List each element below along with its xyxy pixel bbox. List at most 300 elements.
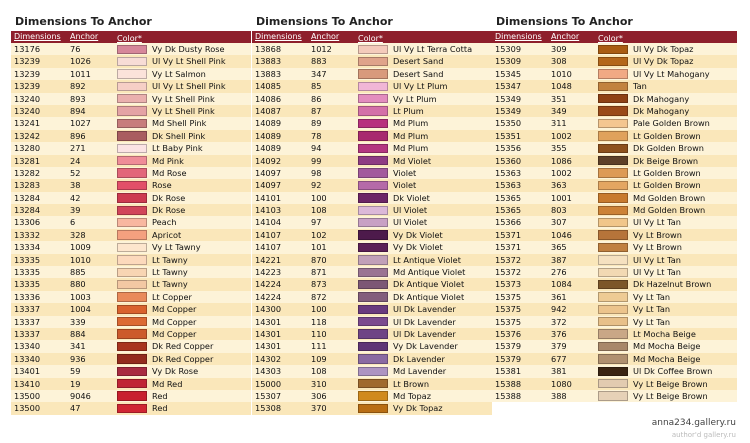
color-name: Vy Lt Beige Brown xyxy=(633,390,708,401)
dimensions-number: 15360 xyxy=(495,155,522,166)
table-row xyxy=(492,204,737,216)
header-color[interactable]: Color* xyxy=(358,33,383,43)
color-swatch xyxy=(358,280,388,289)
dimensions-number: 15388 xyxy=(495,390,522,401)
table-row xyxy=(252,93,492,105)
color-name: Dk Antique Violet xyxy=(393,279,465,290)
color-swatch-cell xyxy=(595,68,631,80)
anchor-number: 388 xyxy=(551,390,567,401)
color-swatch xyxy=(358,268,388,277)
color-name: Md Copper xyxy=(152,316,197,327)
dimensions-number: 13336 xyxy=(14,291,41,302)
dimensions-number: 13883 xyxy=(255,68,282,79)
color-swatch xyxy=(117,69,147,78)
table-row xyxy=(492,328,737,340)
color-name: Ul Violet xyxy=(393,205,428,216)
anchor-number: 309 xyxy=(551,44,567,54)
anchor-number: 1003 xyxy=(70,291,91,302)
color-swatch-cell xyxy=(595,229,631,241)
dimensions-number: 15363 xyxy=(495,167,522,178)
color-swatch xyxy=(117,206,147,215)
anchor-number: 361 xyxy=(551,291,567,302)
table-row xyxy=(11,192,251,204)
color-swatch xyxy=(117,218,147,227)
table-row xyxy=(11,316,251,328)
dimensions-number: 15309 xyxy=(495,44,522,54)
table-row xyxy=(492,43,737,55)
dimensions-number: 15000 xyxy=(255,378,282,389)
dimensions-number: 14224 xyxy=(255,291,282,302)
color-swatch xyxy=(598,156,628,165)
table-row xyxy=(492,353,737,365)
color-swatch xyxy=(358,69,388,78)
dimensions-number: 15371 xyxy=(495,242,522,253)
color-swatch xyxy=(598,181,628,190)
dimensions-number: 15365 xyxy=(495,192,522,203)
color-swatch-cell xyxy=(114,291,150,303)
anchor-number: 376 xyxy=(551,328,567,339)
color-name: Md Red xyxy=(152,378,183,389)
color-name: Md Violet xyxy=(393,155,432,166)
color-name: Vy Lt Plum xyxy=(393,93,437,104)
header-color[interactable]: Color* xyxy=(598,33,623,43)
header-dimensions[interactable]: Dimensions xyxy=(255,32,302,41)
table-row xyxy=(252,55,492,67)
color-name: Red xyxy=(152,390,168,401)
table-row xyxy=(492,340,737,352)
dimensions-number: 14104 xyxy=(255,217,282,228)
anchor-number: 59 xyxy=(70,366,81,377)
table-row xyxy=(11,229,251,241)
anchor-number: 1026 xyxy=(70,56,91,67)
table-row xyxy=(492,229,737,241)
color-swatch-cell xyxy=(355,155,391,167)
color-swatch-cell xyxy=(595,353,631,365)
dimensions-number: 14301 xyxy=(255,316,282,327)
anchor-number: 306 xyxy=(311,390,327,401)
dimensions-number: 15349 xyxy=(495,105,522,116)
dimensions-number: 13239 xyxy=(14,68,41,79)
color-name: Vy Lt Brown xyxy=(633,242,682,253)
color-name: Violet xyxy=(393,180,417,191)
color-swatch xyxy=(358,342,388,351)
color-swatch-cell xyxy=(595,340,631,352)
color-swatch xyxy=(358,230,388,239)
table-row xyxy=(492,105,737,117)
color-swatch-cell xyxy=(355,328,391,340)
anchor-number: 355 xyxy=(551,143,567,154)
anchor-number: 339 xyxy=(70,316,86,327)
color-swatch xyxy=(598,367,628,376)
dimensions-number: 14086 xyxy=(255,93,282,104)
dimensions-number: 15308 xyxy=(255,403,282,414)
dimensions-number: 13283 xyxy=(14,180,41,191)
dimensions-number: 15379 xyxy=(495,353,522,364)
color-swatch-cell xyxy=(355,117,391,129)
color-swatch-cell xyxy=(355,241,391,253)
color-name: Lt Tawny xyxy=(152,267,188,278)
table-row xyxy=(11,155,251,167)
color-name: Vy Lt Shell Pink xyxy=(152,105,215,116)
anchor-number: 97 xyxy=(311,217,322,228)
anchor-number: 381 xyxy=(551,366,567,377)
color-swatch xyxy=(117,329,147,338)
color-name: Vy Dk Violet xyxy=(393,242,443,253)
table-row xyxy=(492,378,737,390)
dimensions-number: 13281 xyxy=(14,155,41,166)
color-swatch-cell xyxy=(114,55,150,67)
color-swatch-cell xyxy=(595,179,631,191)
color-name: Dk Mahogany xyxy=(633,93,690,104)
dimensions-number: 15372 xyxy=(495,267,522,278)
color-swatch-cell xyxy=(355,390,391,402)
color-swatch-cell xyxy=(114,328,150,340)
header-dimensions[interactable]: Dimensions xyxy=(14,32,61,41)
color-name: Ul Dk Lavender xyxy=(393,316,456,327)
color-swatch xyxy=(598,255,628,264)
color-swatch-cell xyxy=(355,340,391,352)
color-name: Dk Golden Brown xyxy=(633,143,705,154)
color-swatch xyxy=(117,230,147,239)
table-row xyxy=(11,167,251,179)
color-swatch xyxy=(358,379,388,388)
table-row xyxy=(11,278,251,290)
color-swatch xyxy=(117,106,147,115)
color-name: Vy Lt Tan xyxy=(633,316,671,327)
color-swatch xyxy=(117,243,147,252)
color-swatch xyxy=(117,292,147,301)
dimensions-number: 15345 xyxy=(495,68,522,79)
color-swatch-cell xyxy=(595,365,631,377)
table-row xyxy=(252,142,492,154)
dimensions-number: 14224 xyxy=(255,279,282,290)
anchor-number: 372 xyxy=(551,316,567,327)
dimensions-number: 14300 xyxy=(255,304,282,315)
color-name: Ul Vy Dk Topaz xyxy=(633,56,694,67)
dimensions-number: 15363 xyxy=(495,180,522,191)
anchor-number: 379 xyxy=(551,341,567,352)
table-row xyxy=(252,353,492,365)
color-swatch xyxy=(598,243,628,252)
anchor-number: 78 xyxy=(311,130,322,141)
table-row xyxy=(252,105,492,117)
dimensions-number: 14221 xyxy=(255,254,282,265)
color-swatch xyxy=(117,181,147,190)
table-row xyxy=(252,167,492,179)
anchor-number: 871 xyxy=(311,267,327,278)
dimensions-number: 15372 xyxy=(495,254,522,265)
conversion-table-3 xyxy=(492,13,737,402)
header-anchor[interactable]: Anchor xyxy=(70,32,99,41)
dimensions-number: 13340 xyxy=(14,341,41,352)
color-swatch xyxy=(358,218,388,227)
color-swatch-cell xyxy=(595,303,631,315)
dimensions-number: 14087 xyxy=(255,105,282,116)
anchor-number: 363 xyxy=(551,180,567,191)
anchor-number: 47 xyxy=(70,403,81,414)
table-row xyxy=(492,365,737,377)
color-name: Lt Copper xyxy=(152,291,192,302)
header-dimensions[interactable]: Dimensions xyxy=(495,32,542,41)
color-swatch xyxy=(598,106,628,115)
color-swatch xyxy=(117,82,147,91)
dimensions-number: 15388 xyxy=(495,378,522,389)
header-anchor[interactable]: Anchor xyxy=(311,32,340,41)
color-swatch-cell xyxy=(114,130,150,142)
color-swatch-cell xyxy=(114,365,150,377)
color-swatch xyxy=(358,57,388,66)
table-row xyxy=(492,266,737,278)
color-swatch xyxy=(358,367,388,376)
color-swatch-cell xyxy=(595,241,631,253)
dimensions-number: 14097 xyxy=(255,167,282,178)
color-swatch-cell xyxy=(114,402,150,414)
dimensions-number: 15376 xyxy=(495,328,522,339)
color-swatch xyxy=(358,45,388,54)
dimensions-number: 15347 xyxy=(495,81,522,92)
color-swatch-cell xyxy=(114,353,150,365)
color-name: Md Copper xyxy=(152,328,197,339)
anchor-number: 1004 xyxy=(70,304,91,315)
color-swatch-cell xyxy=(595,291,631,303)
dimensions-number: 15365 xyxy=(495,205,522,216)
color-swatch xyxy=(598,268,628,277)
color-swatch-cell xyxy=(114,142,150,154)
color-swatch xyxy=(358,206,388,215)
color-swatch-cell xyxy=(595,378,631,390)
anchor-number: 99 xyxy=(311,155,322,166)
color-name: Vy Lt Shell Pink xyxy=(152,93,215,104)
anchor-number: 101 xyxy=(311,242,327,253)
table-row xyxy=(492,316,737,328)
table-row xyxy=(11,266,251,278)
color-name: Vy Dk Topaz xyxy=(393,403,443,414)
color-swatch xyxy=(117,144,147,153)
dimensions-number: 13337 xyxy=(14,316,41,327)
color-swatch xyxy=(598,131,628,140)
anchor-number: 1010 xyxy=(551,68,572,79)
anchor-number: 883 xyxy=(311,56,327,67)
anchor-number: 387 xyxy=(551,254,567,265)
color-name: Lt Mocha Beige xyxy=(633,328,696,339)
anchor-number: 110 xyxy=(311,328,327,339)
dimensions-number: 13334 xyxy=(14,242,41,253)
dimensions-number: 14089 xyxy=(255,118,282,129)
table-row xyxy=(252,68,492,80)
color-swatch-cell xyxy=(114,216,150,228)
color-name: Ul Vy Lt Shell Pink xyxy=(152,81,226,92)
color-swatch-cell xyxy=(114,93,150,105)
watermark: anna234.gallery.ru xyxy=(651,418,736,428)
color-name: Dk Beige Brown xyxy=(633,155,699,166)
table-row xyxy=(11,378,251,390)
color-name: Ul Dk Lavender xyxy=(393,328,456,339)
color-swatch-cell xyxy=(114,105,150,117)
table-row xyxy=(492,93,737,105)
dimensions-number: 15307 xyxy=(255,390,282,401)
color-swatch-cell xyxy=(355,179,391,191)
anchor-number: 6 xyxy=(70,217,76,228)
anchor-number: 111 xyxy=(311,341,327,352)
color-swatch xyxy=(598,168,628,177)
color-name: Md Pink xyxy=(152,155,184,166)
color-swatch-cell xyxy=(114,278,150,290)
color-name: Md Golden Brown xyxy=(633,205,706,216)
color-swatch-cell xyxy=(355,55,391,67)
color-swatch xyxy=(117,305,147,314)
color-swatch-cell xyxy=(595,55,631,67)
color-name: Lt Plum xyxy=(393,105,424,116)
anchor-number: 1012 xyxy=(311,44,332,54)
dimensions-number: 13883 xyxy=(255,56,282,67)
table-row xyxy=(252,43,492,55)
table-row xyxy=(252,291,492,303)
color-name: Peach xyxy=(152,217,177,228)
color-swatch xyxy=(358,181,388,190)
table-row xyxy=(252,402,492,414)
table-row xyxy=(252,192,492,204)
anchor-number: 108 xyxy=(311,366,327,377)
table-row xyxy=(252,241,492,253)
dimensions-number: 14089 xyxy=(255,143,282,154)
color-swatch xyxy=(358,404,388,413)
dimensions-number: 14107 xyxy=(255,229,282,240)
anchor-number: 1009 xyxy=(70,242,91,253)
color-swatch-cell xyxy=(355,130,391,142)
color-name: Ul Vy Lt Terra Cotta xyxy=(393,44,473,54)
dimensions-number: 14303 xyxy=(255,366,282,377)
anchor-number: 803 xyxy=(551,205,567,216)
color-name: Md Golden Brown xyxy=(633,192,706,203)
color-swatch xyxy=(598,292,628,301)
anchor-number: 42 xyxy=(70,192,81,203)
dimensions-number: 14101 xyxy=(255,192,282,203)
table-row xyxy=(492,254,737,266)
dimensions-number: 15350 xyxy=(495,118,522,129)
table-row xyxy=(11,130,251,142)
anchor-number: 870 xyxy=(311,254,327,265)
header-color[interactable]: Color* xyxy=(117,33,142,43)
color-swatch xyxy=(598,305,628,314)
color-swatch xyxy=(117,156,147,165)
color-name: Desert Sand xyxy=(393,68,444,79)
color-swatch xyxy=(117,317,147,326)
color-name: Lt Golden Brown xyxy=(633,167,701,178)
table-body xyxy=(492,43,737,402)
color-swatch-cell xyxy=(355,192,391,204)
anchor-number: 349 xyxy=(551,105,567,116)
table-row xyxy=(492,303,737,315)
color-name: Red xyxy=(152,403,168,414)
color-swatch-cell xyxy=(355,291,391,303)
color-name: Violet xyxy=(393,167,417,178)
table-row xyxy=(11,142,251,154)
color-swatch-cell xyxy=(114,117,150,129)
color-swatch xyxy=(598,82,628,91)
color-swatch-cell xyxy=(355,266,391,278)
color-swatch xyxy=(598,69,628,78)
dimensions-number: 13282 xyxy=(14,167,41,178)
anchor-number: 893 xyxy=(70,93,86,104)
color-swatch xyxy=(598,230,628,239)
color-name: Ul Dk Coffee Brown xyxy=(633,366,713,377)
anchor-number: 39 xyxy=(70,205,81,216)
color-name: Dk Red Copper xyxy=(152,341,214,352)
color-name: Dk Rose xyxy=(152,192,186,203)
dimensions-number: 14085 xyxy=(255,81,282,92)
header-anchor[interactable]: Anchor xyxy=(551,32,580,41)
anchor-number: 1048 xyxy=(551,81,572,92)
anchor-number: 370 xyxy=(311,403,327,414)
anchor-number: 1010 xyxy=(70,254,91,265)
color-swatch-cell xyxy=(114,316,150,328)
anchor-number: 1086 xyxy=(551,155,572,166)
color-swatch xyxy=(117,354,147,363)
anchor-number: 108 xyxy=(311,205,327,216)
color-name: Md Copper xyxy=(152,304,197,315)
color-name: Vy Lt Brown xyxy=(633,229,682,240)
color-name: Md Topaz xyxy=(393,390,431,401)
conversion-table-2 xyxy=(252,13,492,415)
color-swatch-cell xyxy=(355,303,391,315)
color-swatch xyxy=(598,342,628,351)
color-swatch xyxy=(358,329,388,338)
dimensions-number: 13335 xyxy=(14,279,41,290)
color-swatch xyxy=(358,305,388,314)
color-swatch-cell xyxy=(595,328,631,340)
color-swatch xyxy=(598,317,628,326)
anchor-number: 85 xyxy=(311,81,322,92)
color-swatch-cell xyxy=(355,316,391,328)
anchor-number: 894 xyxy=(70,105,86,116)
color-swatch xyxy=(358,82,388,91)
color-swatch-cell xyxy=(355,93,391,105)
dimensions-number: 13500 xyxy=(14,390,41,401)
color-name: Vy Lt Tawny xyxy=(152,242,201,253)
dimensions-number: 14302 xyxy=(255,353,282,364)
color-swatch-cell xyxy=(355,378,391,390)
color-swatch xyxy=(358,168,388,177)
color-name: Ul Violet xyxy=(393,217,428,228)
color-name: Lt Tawny xyxy=(152,254,188,265)
color-swatch xyxy=(117,57,147,66)
table-title: Dimensions To Anchor xyxy=(496,15,633,28)
dimensions-number: 13280 xyxy=(14,143,41,154)
color-swatch-cell xyxy=(595,192,631,204)
table-row xyxy=(252,117,492,129)
dimensions-number: 14107 xyxy=(255,242,282,253)
color-swatch-cell xyxy=(595,167,631,179)
color-name: Apricot xyxy=(152,229,182,240)
anchor-number: 92 xyxy=(311,180,322,191)
dimensions-number: 14103 xyxy=(255,205,282,216)
table-row xyxy=(11,117,251,129)
color-swatch-cell xyxy=(595,204,631,216)
anchor-number: 1027 xyxy=(70,118,91,129)
table-row xyxy=(492,241,737,253)
color-swatch-cell xyxy=(595,266,631,278)
conversion-table-1 xyxy=(11,13,251,415)
color-name: Dk Violet xyxy=(393,192,430,203)
table-row xyxy=(252,378,492,390)
color-swatch xyxy=(598,379,628,388)
color-name: Md Mocha Beige xyxy=(633,353,701,364)
anchor-number: 884 xyxy=(70,328,86,339)
anchor-number: 1080 xyxy=(551,378,572,389)
color-swatch xyxy=(117,131,147,140)
table-row xyxy=(492,80,737,92)
color-swatch xyxy=(358,255,388,264)
